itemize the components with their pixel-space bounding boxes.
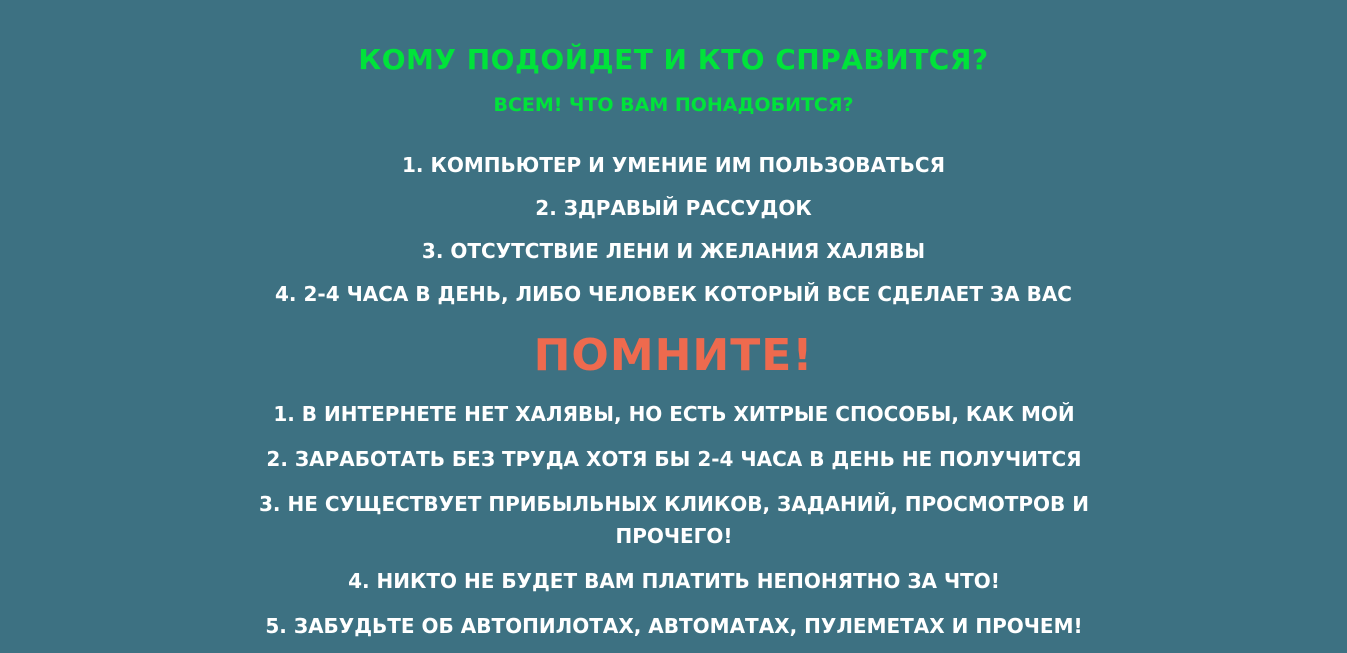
needs-list <box>0 150 1347 322</box>
remember-list <box>224 398 1124 653</box>
needs-item: 1. КОМПЬЮТЕР И УМЕНИЕ ИМ ПОЛЬЗОВАТЬСЯ <box>402 153 945 177</box>
needs-item: 3. ОТСУТСТВИЕ ЛЕНИ И ЖЕЛАНИЯ ХАЛЯВЫ <box>421 239 926 263</box>
remember-item: 3. НЕ СУЩЕСТВУЕТ ПРИБЫЛЬНЫХ КЛИКОВ, ЗАДАНИЙ, ПРОСМОТРОВ И ПРОЧЕГО! <box>259 492 1089 548</box>
remember-item: 2. ЗАРАБОТАТЬ БЕЗ ТРУДА ХОТЯ БЫ 2-4 ЧАСА В ДЕНЬ НЕ ПОЛУЧИТСЯ <box>266 447 1082 471</box>
remember-item: 1. В ИНТЕРНЕТЕ НЕТ ХАЛЯВЫ, НО ЕСТЬ ХИТРЫЕ СПОСОБЫ, КАК МОЙ <box>273 402 1075 426</box>
remember-item: 5. ЗАБУДЬТЕ ОБ АВТОПИЛОТАХ, АВТОМАТАХ, ПУЛЕМЕТАХ И ПРОЧЕМ! <box>265 614 1083 638</box>
remember-item: 4. НИКТО НЕ БУДЕТ ВАМ ПЛАТИТЬ НЕПОНЯТНО ЗА ЧТО! <box>348 569 1000 593</box>
needs-item: 4. 2-4 ЧАСА В ДЕНЬ, ЛИБО ЧЕЛОВЕК КОТОРЫЙ ВСЕ СДЕЛАЕТ ЗА ВАС <box>275 282 1072 306</box>
remember-heading: ПОМНИТЕ! <box>533 330 814 381</box>
needs-item: 2. ЗДРАВЫЙ РАССУДОК <box>535 196 812 220</box>
page-subtitle: ВСЕМ! ЧТО ВАМ ПОНАДОБИТСЯ? <box>493 94 854 116</box>
page-title: КОМУ ПОДОЙДЕТ И КТО СПРАВИТСЯ? <box>358 43 989 76</box>
